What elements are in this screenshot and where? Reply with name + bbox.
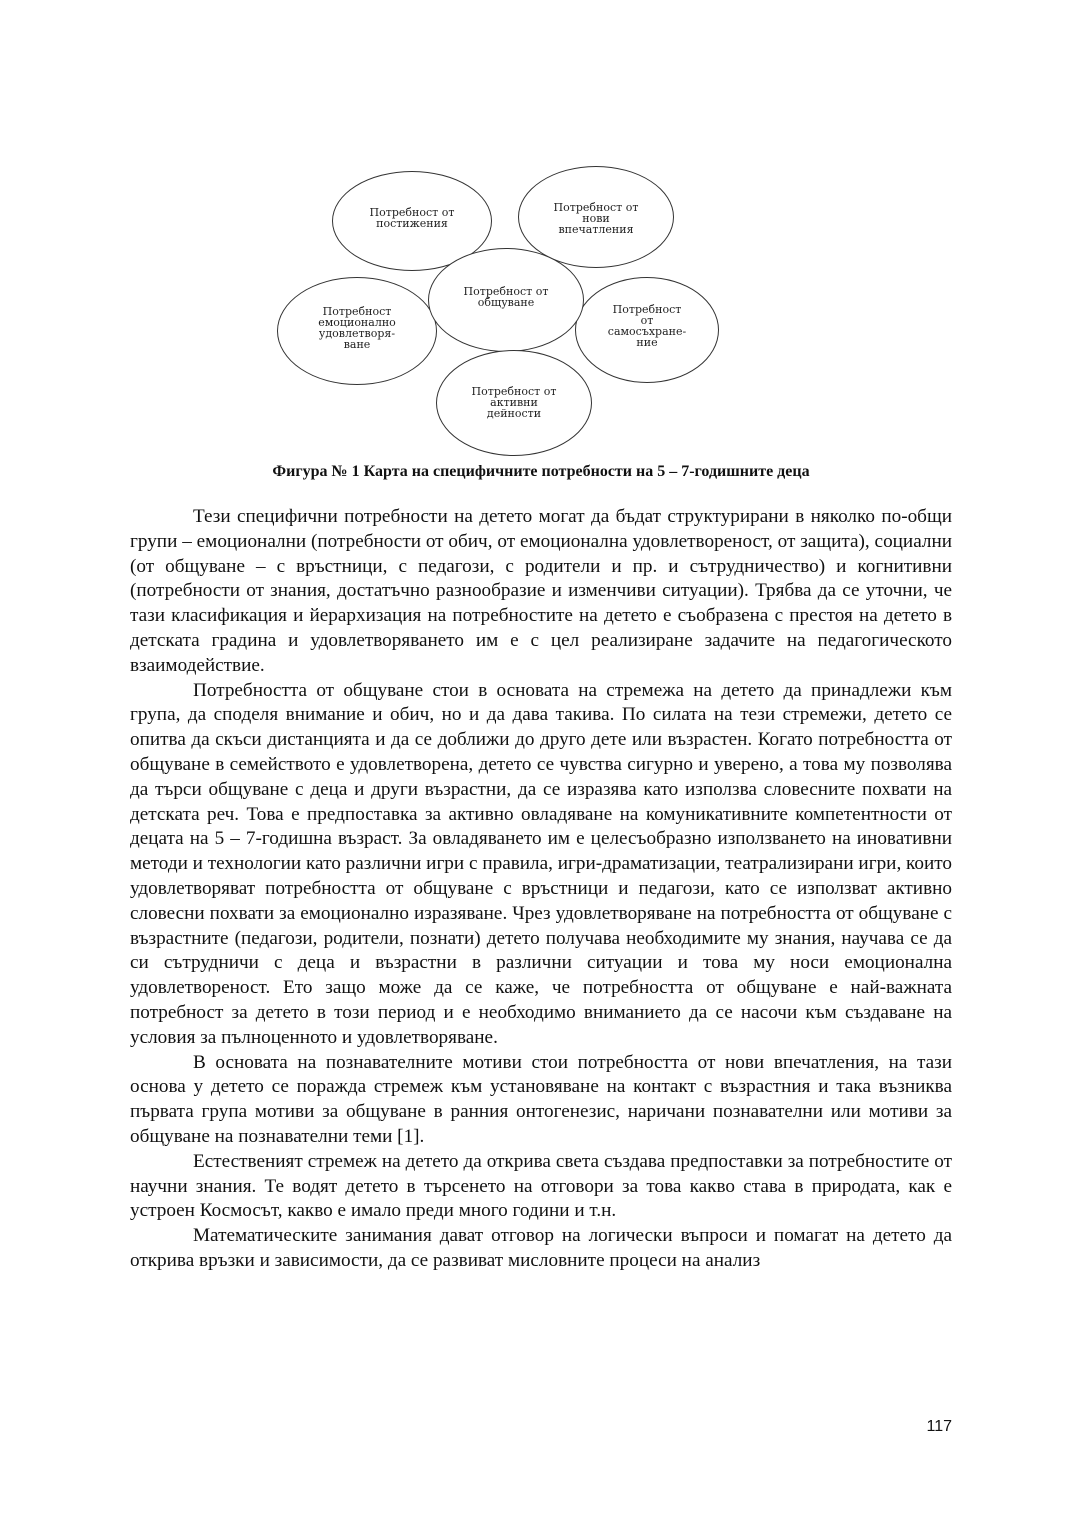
node-active-label: Потребност от активни дейности <box>471 385 557 420</box>
page-number: 117 <box>926 1418 952 1435</box>
paragraph: Потребността от общуване стои в основата на стремежа на детето да принадлежи към група, да споделя внимание и обич, но и да дава такива. По силата на тези стремежи, детето се опитва да скъси дистанцията и да се доближи до друго дете или възрастен. Когато потребността от общуване в семейството е удовлетворена, детето се чувства сигурно и уверено, а това му позволява да търси общуване с деца и други възрастни, да се изразява като използва словесните похвати на детската реч. Това е предпоставка за активно овладяване на комуникативните компетентности от децата на 5 – 7-годишна възраст. За овладяването им е целесъобразно използването на иновативни методи и технологии като различни игри с правила, игри-драматизации, театрализирани игри, които удовлетворяват потребността от общуване с връстници и педагози, като се използват активно словесни похвати за емоционално изразяване. Чрез удовлетворяване на потребността от общуване с възрастните (педагози, родители, познати) детето получава необходимите му знания, научава се да си сътрудничи с деца и възрастни в различни ситуации и това му носи емоционална удовлетвореност. Ето защо може да се каже, че потребността от общуване е най-важната потребност за детето в този период и е необходимо вниманието да се насочи към създаване на условия за пълноценното и удовлетворяване. <box>130 679 952 1048</box>
paragraph: Математическите занимания дават отговор на логически въпроси и помагат на детето да открива връзки и зависимости, да се развиват мисловните процеси на анализ <box>130 1225 952 1271</box>
paragraph: Естественият стремеж на детето да открива света създава предпоставки за потребностите от научни знания. Те водят детето в търсенето на отговори за това какво става в природата, как е устроен Космосът, какво е имало преди много години и т.н. <box>130 1150 952 1222</box>
node-emotional-label: Потребност емоционално удовлетворя- ване <box>318 305 396 351</box>
node-achievement-label: Потребност от постижения <box>369 206 455 230</box>
node-self-preservation-label: Потребност от самосъхране- ние <box>607 303 687 349</box>
paragraph: В основата на познавателните мотиви стои потребността от нови впечатления, на тази основа у детето се поражда стремеж към установяване на контакт с възрастния и така възниква първата група мотиви за общуване в ранния онтогенезис, наричани познавателни или мотиви за общуване на познавателни теми [1]. <box>130 1051 952 1147</box>
paragraph: Тези специфични потребности на детето могат да бъдат структурирани в няколко по-общи групи – емоционални (потребности от обич, от емоционална удовлетвореност, от защита), социални (от общуване – с връстници, с педагози, с родители и пр. и сътрудничество) и когнитивни (потребности от знания, достатъчно разнообразие и изменчиви ситуации). Трябва да се уточни, че тази класификация и йерархизация на потребностите на детето е съобразена с престоя на детето в детската градина и удовлетворяването им е с цел реализиране задачите на педагогическото взаимодействие. <box>130 506 952 676</box>
node-new-impressions-label: Потребност от нови впечатления <box>553 201 639 236</box>
body-text <box>130 505 952 1274</box>
figure-caption: Фигура № 1 Карта на специфичните потребности на 5 – 7-годишните деца <box>272 463 810 480</box>
node-communication-label: Потребност от общуване <box>463 285 549 309</box>
needs-diagram <box>0 0 1080 480</box>
